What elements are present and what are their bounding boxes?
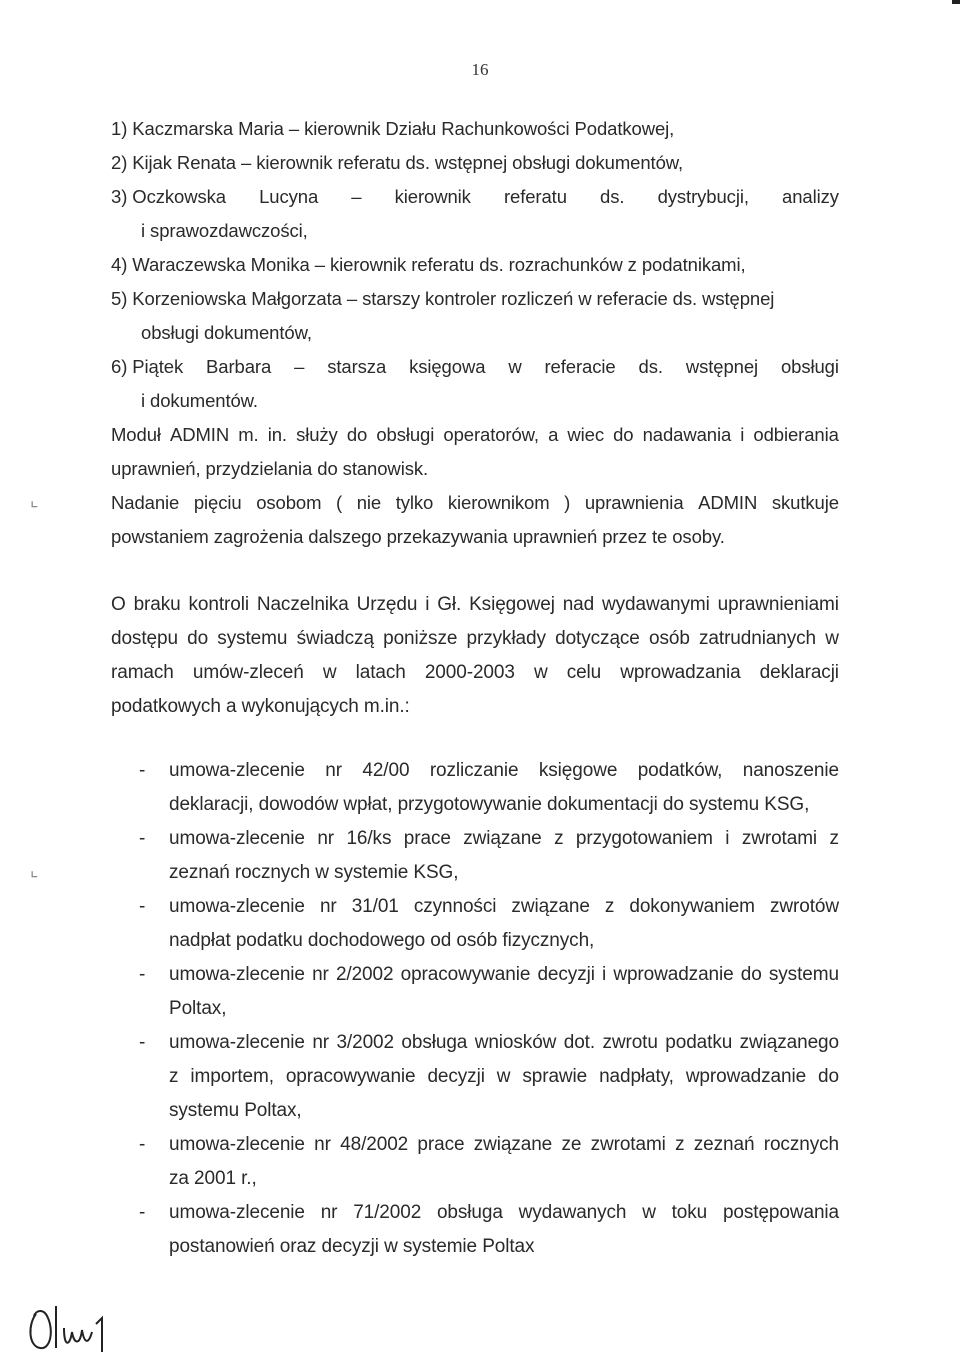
margin-tick: ⌞: [30, 490, 39, 510]
word: (: [336, 492, 343, 513]
word: 31/01: [351, 896, 399, 917]
word: referatu: [503, 186, 567, 207]
list-item-line: [169, 1060, 839, 1094]
list-item-line: [169, 822, 839, 856]
word: Lucyna: [259, 186, 319, 207]
word: 6) Piątek: [111, 356, 184, 377]
list-line: [111, 350, 839, 384]
word: dokonywaniem: [629, 896, 755, 917]
word: nr: [320, 1202, 338, 1223]
word: 3/2002: [336, 1032, 394, 1053]
word: zwrotami: [590, 1134, 666, 1155]
list-item: [111, 1128, 839, 1196]
word: tylko: [395, 492, 434, 513]
word: poniższe: [383, 628, 458, 649]
word: systemu: [768, 964, 839, 985]
word: latach: [355, 662, 406, 683]
word: Nadanie: [111, 492, 180, 513]
word: dostępu: [111, 628, 178, 649]
word: kontroli: [188, 594, 249, 615]
word: związanego: [739, 1032, 839, 1053]
paragraph-line: powstaniem zagrożenia dalszego przekazywania uprawnień przez te osoby.: [111, 526, 725, 547]
word: celu: [566, 662, 602, 683]
list-line: 1) Kaczmarska Maria – kierownik Działu Rachunkowości Podatkowej,: [111, 118, 675, 139]
word: do: [740, 964, 762, 985]
word: księgowa: [409, 356, 486, 377]
list-item-line: [169, 1026, 839, 1060]
word: z: [829, 828, 839, 849]
word: kierownik: [394, 186, 471, 207]
list-item-line: nadpłat podatku dochodowego od osób fizycznych,: [169, 930, 595, 951]
word: osobom: [256, 492, 322, 513]
word: ADMIN: [170, 424, 230, 445]
word: obsługi: [376, 424, 435, 445]
list-item: [111, 958, 839, 1026]
list-line: 4) Waraczewska Monika – kierownik referatu ds. rozrachunków z podatnikami,: [111, 254, 746, 275]
word: ds.: [638, 356, 663, 377]
word: w: [322, 662, 337, 683]
paragraph-line: [111, 588, 839, 622]
word: do: [187, 628, 209, 649]
list-item-line: zeznań rocznych w systemie KSG,: [169, 862, 459, 883]
word: 42/00: [362, 760, 410, 781]
word: i: [602, 964, 607, 985]
list-item: [111, 1196, 839, 1264]
list-line: i sprawozdawczości,: [141, 220, 308, 241]
list-item-line: [169, 754, 839, 788]
word: obsługa: [401, 1032, 468, 1053]
word: uprawnieniami: [717, 594, 839, 615]
word: ds.: [600, 186, 625, 207]
list-item-line: postanowień oraz decyzji w systemie Poltax: [169, 1236, 535, 1257]
word: decyzji: [537, 964, 595, 985]
paragraph-line: [111, 486, 839, 520]
word: zatrudnianych: [699, 628, 817, 649]
word: do: [613, 424, 634, 445]
word: odbierania: [753, 424, 839, 445]
word: umowa-zlecenie: [169, 1032, 305, 1053]
word: a: [548, 424, 559, 445]
word: starsza: [327, 356, 387, 377]
paragraph-line: podatkowych a wykonujących m.in.:: [111, 696, 410, 717]
word: 16/ks: [346, 828, 392, 849]
list-item-line: Poltax,: [169, 998, 227, 1019]
word: nanoszenie: [742, 760, 839, 781]
word: wprowadzanie: [613, 964, 734, 985]
list-line: [111, 180, 839, 214]
word: zeznań: [693, 1134, 755, 1155]
list-line: obsługi dokumentów,: [141, 322, 312, 343]
word: służy: [296, 424, 338, 445]
word: z: [604, 896, 615, 917]
word: Gł.: [437, 594, 462, 615]
word: księgowe: [538, 760, 618, 781]
word: wiec: [567, 424, 604, 445]
word: m.: [238, 424, 259, 445]
word: opracowywanie: [285, 1066, 416, 1087]
word: 48/2002: [340, 1134, 409, 1155]
list-item-line: systemu Poltax,: [169, 1100, 302, 1121]
paragraph-nadanie: [111, 486, 839, 554]
word: umowa-zlecenie: [169, 896, 305, 917]
word: –: [294, 356, 305, 377]
word: 71/2002: [353, 1202, 422, 1223]
list-item-line: deklaracji, dowodów wpłat, przygotowywanie dokumentacji do systemu KSG,: [169, 794, 810, 815]
word: operatorów,: [443, 424, 539, 445]
list-item: [111, 822, 839, 890]
word: deklaracji: [759, 662, 839, 683]
handwritten-signature: [26, 1302, 116, 1358]
word: kierownikom: [447, 492, 550, 513]
word: nr: [312, 1032, 330, 1053]
word: podatków,: [637, 760, 723, 781]
paragraph-line: [111, 656, 839, 690]
word: świadczą: [296, 628, 374, 649]
paragraph-modul-admin: [111, 418, 839, 486]
word: związane: [473, 1134, 553, 1155]
word: umowa-zlecenie: [169, 760, 305, 781]
list-line: 5) Korzeniowska Małgorzata – starszy kontroler rozliczeń w referacie ds. wstępnej: [111, 288, 775, 309]
word: obsługa: [436, 1202, 503, 1223]
word: nr: [317, 828, 335, 849]
word: rozliczanie: [429, 760, 519, 781]
word: związane: [511, 896, 590, 917]
word: toku: [671, 1202, 708, 1223]
word: pięciu: [193, 492, 242, 513]
word: wprowadzanie: [685, 1066, 807, 1087]
word: zwrotów: [769, 896, 839, 917]
paragraph-line: [111, 418, 839, 452]
word: rocznych: [763, 1134, 839, 1155]
word: do: [346, 424, 368, 445]
word: opracowywanie: [400, 964, 531, 985]
list-line: 2) Kijak Renata – kierownik referatu ds. wstępnej obsługi dokumentów,: [111, 152, 684, 173]
list-item: [111, 754, 839, 822]
word: wydawanymi: [602, 594, 710, 615]
word: zwrotami: [741, 828, 818, 849]
list-item-line: [169, 890, 839, 924]
word: z: [675, 1134, 685, 1155]
list-item-line: [169, 1196, 839, 1230]
bullet-dash: -: [139, 1134, 146, 1155]
word: decyzji: [427, 1066, 485, 1087]
word: nad: [562, 594, 595, 615]
word: zwrotu: [602, 1032, 658, 1053]
word: czynności: [413, 896, 497, 917]
list-line: i dokumentów.: [141, 390, 258, 411]
word: przykłady: [466, 628, 546, 649]
word: Barbara: [206, 356, 272, 377]
bullet-dash: -: [139, 964, 146, 985]
bullet-dash: -: [139, 760, 146, 781]
word: nr: [312, 964, 329, 985]
word: ADMIN: [698, 492, 758, 513]
word: ): [564, 492, 571, 513]
word: przygotowaniem: [575, 828, 713, 849]
word: w: [533, 662, 548, 683]
list-item: [111, 890, 839, 958]
corner-scan-mark: [952, 0, 960, 4]
word: wniosków: [474, 1032, 557, 1053]
word: z: [169, 1066, 179, 1087]
bullet-dash: -: [139, 896, 146, 917]
word: umowa-zlecenie: [169, 828, 305, 849]
word: w: [496, 1066, 511, 1087]
word: umów-zleceń: [192, 662, 304, 683]
word: systemu: [217, 628, 288, 649]
word: referacie: [544, 356, 616, 377]
word: 2/2002: [335, 964, 394, 985]
word: sprawie: [522, 1066, 588, 1087]
word: umowa-zlecenie: [169, 964, 305, 985]
word: nadawania: [642, 424, 732, 445]
word: 3) Oczkowska: [111, 186, 226, 207]
word: braku: [133, 594, 181, 615]
word: wstępnej: [685, 356, 759, 377]
word: postępowania: [722, 1202, 839, 1223]
word: nadpłaty,: [599, 1066, 674, 1087]
word: i: [725, 828, 730, 849]
word: skutkuje: [771, 492, 839, 513]
paragraph-line: uprawnień, przydzielania do stanowisk.: [111, 458, 429, 479]
word: in.: [267, 424, 287, 445]
document-body: [111, 112, 839, 1264]
word: z: [554, 828, 564, 849]
contract-list: [111, 754, 839, 1264]
paragraph-braku-kontroli: [111, 588, 839, 724]
bullet-dash: -: [139, 1202, 146, 1223]
word: nr: [319, 896, 337, 917]
word: umowa-zlecenie: [169, 1134, 305, 1155]
list-item-line: za 2001 r.,: [169, 1168, 257, 1189]
word: wprowadzania: [620, 662, 741, 683]
word: ze: [561, 1134, 582, 1155]
word: –: [351, 186, 362, 207]
word: dot.: [563, 1032, 596, 1053]
word: dystrybucji,: [657, 186, 749, 207]
word: prace: [417, 1134, 465, 1155]
word: nr: [325, 760, 342, 781]
word: umowa-zlecenie: [169, 1202, 305, 1223]
word: w: [825, 628, 839, 649]
word: Naczelnika: [256, 594, 349, 615]
word: Księgowej: [469, 594, 555, 615]
bullet-dash: -: [139, 1032, 146, 1053]
word: osób: [649, 628, 690, 649]
word: nie: [356, 492, 382, 513]
word: w: [508, 356, 522, 377]
list-item-line: [169, 958, 839, 992]
list-item: [111, 1026, 839, 1128]
word: Urzędu: [356, 594, 418, 615]
word: dotyczące: [555, 628, 640, 649]
word: ramach: [111, 662, 174, 683]
word: w: [642, 1202, 656, 1223]
word: prace: [403, 828, 451, 849]
word: analizy: [782, 186, 839, 207]
paragraph-line: [111, 622, 839, 656]
margin-tick: ⌞: [30, 860, 39, 880]
page-number: 16: [471, 60, 489, 79]
word: nr: [314, 1134, 331, 1155]
word: uprawnienia: [584, 492, 684, 513]
word: Moduł: [111, 424, 161, 445]
word: związane: [463, 828, 542, 849]
list-item-line: [169, 1128, 839, 1162]
word: 2000-2003: [424, 662, 515, 683]
bullet-dash: -: [139, 828, 146, 849]
word: wydawanych: [518, 1202, 627, 1223]
word: obsługi: [780, 356, 839, 377]
word: i: [740, 424, 745, 445]
word: O: [111, 594, 126, 615]
word: podatku: [665, 1032, 733, 1053]
word: importem,: [190, 1066, 274, 1087]
word: i: [425, 594, 430, 615]
employee-list: [111, 112, 839, 418]
word: do: [818, 1066, 839, 1087]
